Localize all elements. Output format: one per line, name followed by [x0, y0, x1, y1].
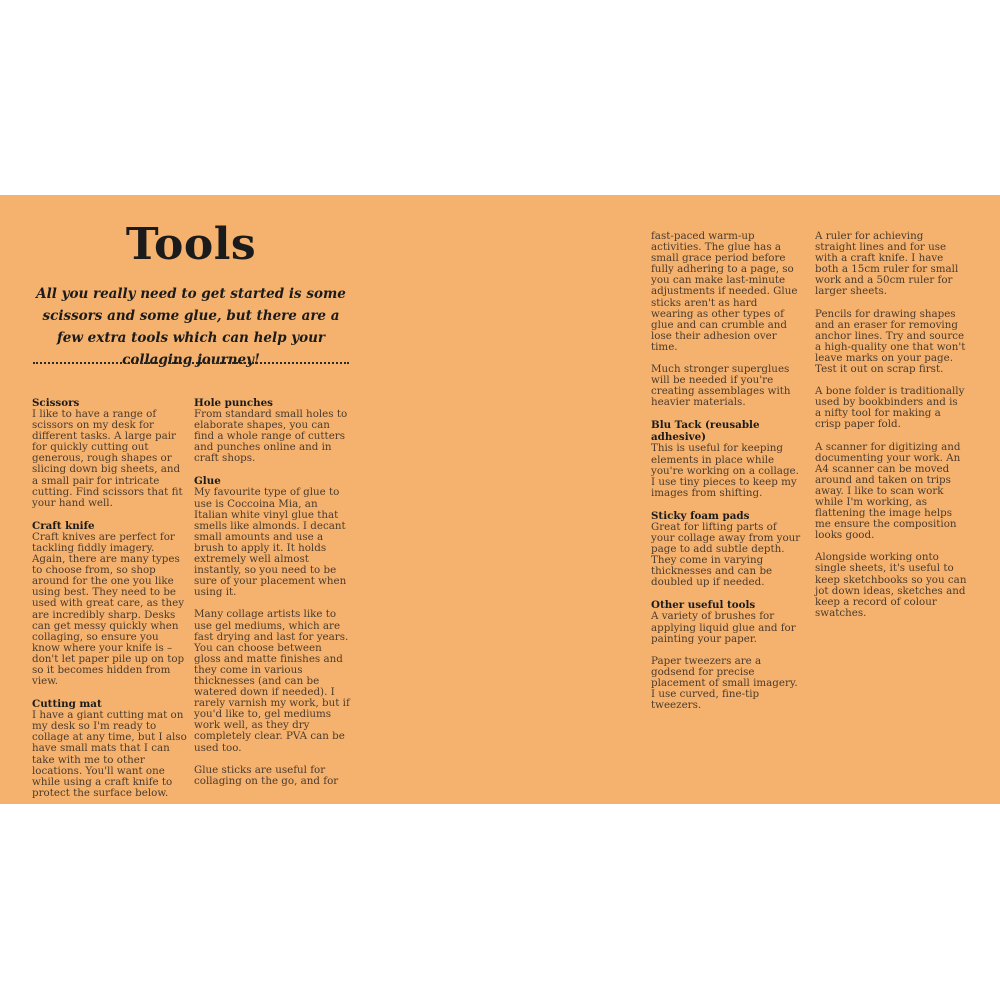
- body-paragraph: From standard small holes to elaborate shapes, you can find a whole range of cutters and punches online and in craft shops.: [194, 408, 348, 465]
- body-paragraph: A variety of brushes for applying liquid glue and for painting your paper.: [651, 610, 796, 645]
- section: [651, 510, 803, 589]
- body-paragraph: A scanner for digitizing and documenting your work. An A4 scanner can be moved around and taken on trips away. I like to scan work while I'm working, as flattening the image helps me ensure the composition looks good.: [815, 440, 961, 542]
- body-paragraph: Glue sticks are useful for collaging on the go, and for: [194, 763, 339, 787]
- text-column-2: [194, 397, 350, 798]
- intro-text: All you really need to get started is some scissors and some glue, but there are a few extra tools which can help your collaging journey!: [36, 286, 346, 368]
- body-paragraph: I like to have a range of scissors on my desk for different tasks. A large pair for quickly cutting out generous, rough shapes or slicing down big sheets, and a small pair for intricate cutting. Find scissors that fit your hand well.: [32, 408, 183, 509]
- page-title: Tools: [125, 219, 257, 270]
- body-paragraph: Many collage artists like to use gel mediums, which are fast drying and last for years. You can choose between gloss and matte finishes and they come in various thicknesses (and can be watered down if needed). I rarely varnish my work, but if you'd like to, gel mediums work well, as they dry completely clear. PVA can be used too.: [194, 608, 350, 754]
- body-paragraph: A ruler for achieving straight lines and for use with a craft knife. I have both a 15cm ruler for small work and a 50cm ruler for larger sheets.: [815, 230, 959, 298]
- book-spread: [0, 195, 1000, 804]
- dotted-divider: [33, 362, 349, 364]
- body-paragraph: Pencils for drawing shapes and an eraser for removing anchor lines. Try and source a high-quality one that won't leave marks on your page. Test it out on scrap first.: [815, 307, 966, 376]
- body-paragraph: Much stronger superglues will be needed if you're creating assemblages with heavier materials.: [651, 363, 791, 409]
- body-paragraph: Alongside working onto single sheets, it's useful to keep sketchbooks so you can jot down ideas, sketches and keep a record of colour swatches.: [815, 551, 967, 619]
- section: [32, 698, 188, 799]
- body-paragraph: This is useful for keeping elements in place while you're working on a collage. I use tiny pieces to keep my images from shifting.: [651, 442, 799, 499]
- section-heading: Glue: [194, 475, 221, 488]
- body-paragraph: My favourite type of glue to use is Coccoina Mia, an Italian white vinyl glue that smells like almonds. I decant small amounts and use a brush to apply it. It holds extremely well almost instantly, so you need to be sure of your placement when using it.: [194, 486, 347, 599]
- text-column-4: [815, 231, 967, 630]
- section: [194, 397, 350, 464]
- section-heading: Hole punches: [194, 397, 273, 409]
- section: [651, 599, 803, 711]
- body-paragraph: Paper tweezers are a godsend for precise placement of small imagery. I use curved, fine-tip tweezers.: [651, 654, 798, 712]
- section-heading: Craft knife: [32, 519, 95, 532]
- body-paragraph: Craft knives are perfect for tackling fiddly imagery. Again, there are many types to choose from, so shop around for the one you like using best. They need to be used with great care, as they are incredibly sharp. Desks can get messy quickly when collaging, so ensure you know where your knife is – don't let paper pile up on top so it becomes hidden from view.: [32, 530, 185, 688]
- section: [32, 520, 188, 687]
- text-column-3: [651, 231, 803, 722]
- body-paragraph: I have a giant cutting mat on my desk so I'm ready to collage at any time, but I also have small mats that I can take with me to other locations. You'll want one while using a craft knife to protect the surface below.: [32, 709, 187, 799]
- section: [651, 419, 803, 498]
- section-heading: Cutting mat: [32, 698, 102, 711]
- section: [32, 397, 188, 509]
- section: [651, 231, 803, 408]
- body-paragraph: A bone folder is traditionally used by bookbinders and is a nifty tool for making a crisp paper fold.: [815, 385, 965, 431]
- body-paragraph: Great for lifting parts of your collage away from your page to add subtle depth. They come in varying thicknesses and can be doubled up if needed.: [651, 520, 801, 589]
- body-paragraph: fast-paced warm-up activities. The glue has a small grace period before fully adhering to a page, so you can make last-minute adjustments if needed. Glue sticks aren't as hard wearing as other types of glue and can crumble and lose their adhesion over time.: [651, 230, 798, 353]
- section-heading: Blu Tack (reusable adhesive): [651, 419, 760, 444]
- section: [815, 231, 967, 619]
- section-heading: Scissors: [32, 397, 80, 409]
- text-column-1: [32, 397, 188, 810]
- section-heading: Other useful tools: [651, 599, 756, 612]
- section-heading: Sticky foam pads: [651, 509, 750, 522]
- section: [194, 475, 350, 786]
